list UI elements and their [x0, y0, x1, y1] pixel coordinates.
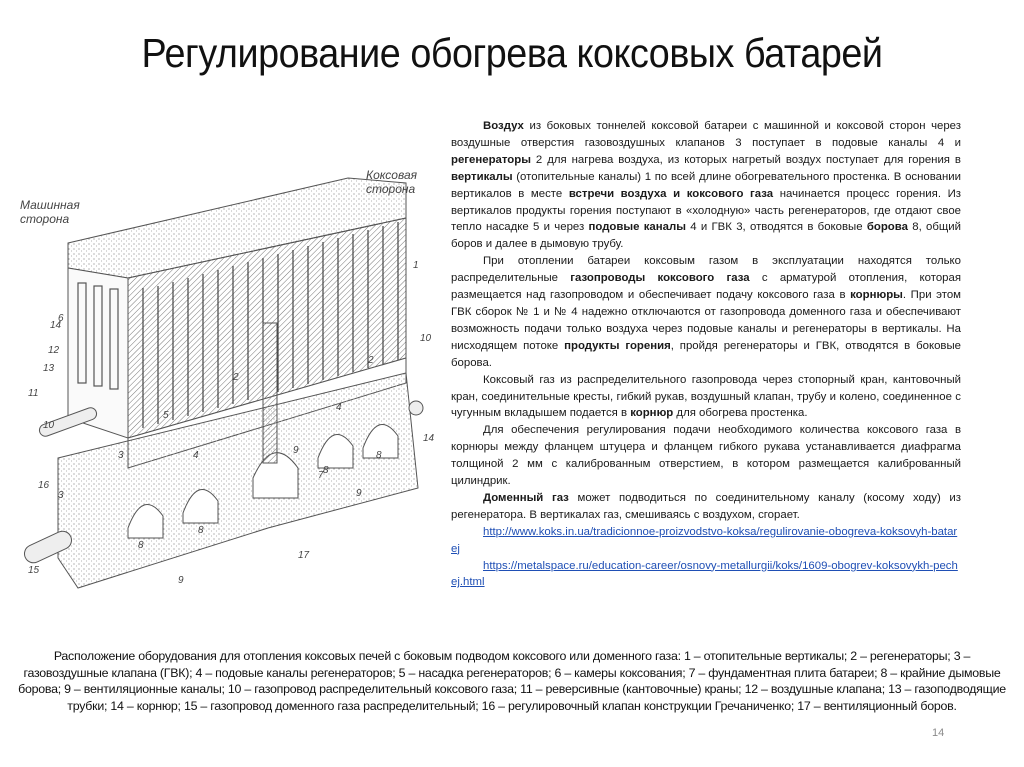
bold-term: Доменный газ [483, 491, 569, 504]
bold-term: подовые каналы [588, 221, 686, 234]
bold-term: встречи воздуха и коксового газа [568, 187, 774, 200]
svg-text:11: 11 [28, 388, 39, 399]
text-span: для обогрева простенка. [673, 407, 808, 420]
text-span: начинается процесс горения. Из вертикалов продукты горения поступают в «холодную» часть регенераторов, где отдают свое тепло насадке 5 и через [451, 187, 961, 234]
slide-title: Регулирование обогрева коксовых батарей [141, 30, 883, 76]
source-link-metalspace[interactable]: https://metalspace.ru/education-career/osnovy-metallurgii/koks/1609-obogrev-koksovykh-pechej.html [451, 559, 958, 589]
coke-side-label [366, 168, 417, 196]
svg-text:3: 3 [118, 450, 124, 461]
bold-term: регенераторы [451, 153, 531, 166]
svg-text:13: 13 [43, 363, 55, 374]
text-span: с арматурой отопления, которая размещается над газопроводом и обеспечивает подачу коксового газа в [451, 272, 961, 302]
svg-text:8: 8 [198, 525, 204, 536]
coke-battery-illustration [18, 158, 438, 628]
bold-term: газопроводы коксового газа [570, 272, 750, 285]
source-link-1-paragraph [451, 524, 961, 558]
coke-battery-diagram [18, 158, 438, 628]
bold-term: вертикалы [451, 170, 513, 183]
text-span: 8, общий боров и далее в дымовую трубу. [451, 221, 961, 251]
machine-side-label-line2: сторона [20, 212, 70, 226]
paragraph-blast-furnace-gas [451, 490, 961, 524]
bold-term: борова [866, 221, 908, 234]
svg-text:8: 8 [376, 450, 382, 461]
text-span: , пройдя регенераторы и ГВК, отводятся в боковые борова. [451, 339, 961, 369]
svg-text:14: 14 [50, 320, 62, 331]
svg-text:2: 2 [233, 372, 239, 383]
text-span: Для обеспечения регулирования подачи необходимого количества коксового газа в корнюры между фланцем штуцера и фланцем гибкого рукава устанавливается диафрагма толщиной 2 мм с калиброванным отверстием, в котором размещается калиброванный цилиндрик. [451, 424, 961, 488]
figure-caption: Расположение оборудования для отопления коксовых печей с боковым подводом коксового или доменного газа: 1 – отопительные вертикалы; 2 – регенераторы; 3 – газовоздушные клапана (ГВК); 4 – подовые каналы регенераторов; 5 – насадка регенераторов; 6 – камеры коксования; 7 – фундаментная плита батареи; 8 – крайние дымовые борова; 9 – вентиляционные каналы; 10 – газопровод распределительный коксового газа; 11 – реверсивные (кантовочные) краны; 12 – воздушные клапана; 13 – газоподводящие трубки; 14 – корнюр; 15 – газопровод доменного газа распределительный; 16 – регулировочный клапан конструкции Гречаниченко; 17 – вентиляционный боров. [18, 649, 1006, 713]
svg-text:12: 12 [48, 345, 60, 356]
text-span: (отопительные каналы) 1 по всей длине обогревательного простенка. В основании вертикалов в месте [451, 170, 961, 200]
svg-text:16: 16 [38, 480, 50, 491]
machine-side-label-line1: Машинная [20, 198, 80, 212]
description-text [451, 118, 961, 591]
svg-text:2: 2 [368, 355, 374, 366]
coke-side-label-line1: Коксовая [366, 168, 418, 182]
svg-text:6: 6 [58, 313, 64, 324]
svg-text:9: 9 [356, 488, 362, 499]
text-span: 2 для нагрева воздуха, из которых нагретый воздух поступает для горения в [530, 153, 961, 166]
text-span: может подводиться по соединительному каналу (косому ходу) из регенератора. В вертикалах газ, смешиваясь с воздухом, сгорает. [451, 491, 962, 521]
svg-text:7: 7 [318, 470, 324, 481]
svg-text:17: 17 [298, 550, 310, 561]
svg-text:15: 15 [28, 565, 40, 576]
text-span: При отоплении батареи коксовым газом в эксплуатации находятся только распределительные [451, 255, 961, 285]
paragraph-coke-gas-heating [451, 253, 961, 371]
svg-text:9: 9 [178, 575, 184, 586]
bold-term: продукты горения [564, 339, 671, 352]
svg-text:4: 4 [193, 450, 199, 461]
svg-text:1: 1 [413, 260, 419, 271]
bold-term: корнюр [630, 407, 674, 420]
source-link-koks[interactable]: http://www.koks.in.ua/tradicionnoe-proizvodstvo-koksa/regulirovanie-obogreva-koksovyh-batarej [451, 525, 958, 555]
paragraph-coke-gas-path [451, 372, 961, 423]
text-span: . При этом ГВК сборок № 1 и № 4 надежно отключаются от газопровода доменного газа и обеспечивают возможность подачи только воздуха через подовые каналы и регенераторы в вертикалы. На нисходящем потоке [451, 289, 961, 352]
svg-text:3: 3 [58, 490, 64, 501]
svg-text:9: 9 [293, 445, 299, 456]
machine-side-label [20, 198, 80, 226]
bold-term: Воздух [483, 120, 524, 132]
svg-text:8: 8 [138, 540, 144, 551]
paragraph-air [451, 118, 961, 253]
svg-text:10: 10 [43, 420, 55, 431]
bold-term: корнюры [850, 289, 903, 302]
svg-text:5: 5 [163, 410, 169, 421]
svg-text:14: 14 [423, 433, 435, 444]
svg-text:10: 10 [420, 333, 432, 344]
text-span: из боковых тоннелей коксовой батареи с машинной и коксовой сторон через воздушные отверстия газовоздушных клапанов 3 поступает в подовые каналы 4 и [451, 120, 961, 149]
paragraph-regulation [451, 422, 961, 490]
page-number: 14 [932, 727, 945, 739]
svg-text:8: 8 [323, 465, 329, 476]
text-span: 4 и ГВК 3, отводятся в боковые [685, 221, 867, 234]
source-link-2-paragraph [451, 558, 961, 592]
svg-text:4: 4 [336, 402, 342, 413]
coke-side-label-line2: сторона [366, 182, 416, 196]
text-span: Коксовый газ из распределительного газопровода через стопорный кран, кантовочный кран, соединительные кресты, гибкий рукав, воздушный клапан, трубу и колено, соединенное с чугунным вкладышем подается в [451, 373, 961, 420]
